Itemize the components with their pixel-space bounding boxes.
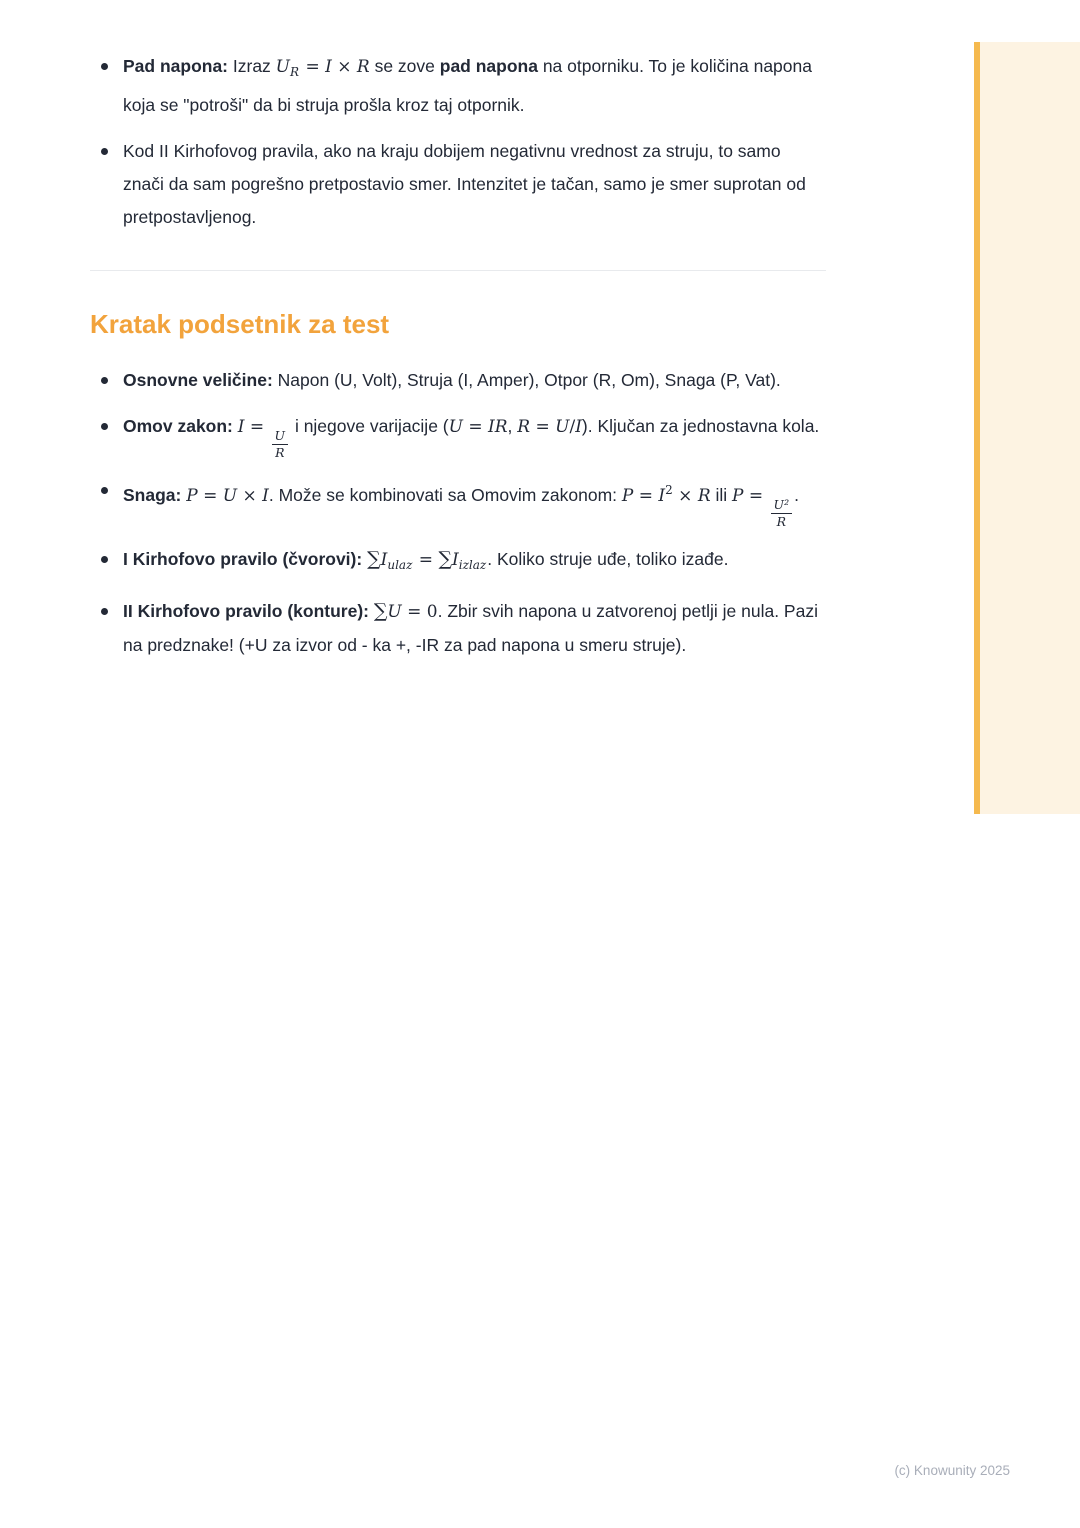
text-run: U (387, 601, 402, 622)
text-run: I (237, 417, 245, 437)
bullet-item (90, 135, 826, 234)
section-divider (90, 270, 826, 271)
copyright-text: (c) Knowunity 2025 (894, 1463, 1010, 1478)
section-heading: Kratak podsetnik za test (90, 309, 390, 339)
reminder-list (90, 364, 826, 662)
text-run: na otporniku. To je količina napona koja se "potroši" da bi struja prošla kroz taj otpornik. (123, 56, 812, 115)
text-run: se zove (369, 56, 440, 76)
text-run: U (275, 57, 290, 77)
text-run: ). Ključan za jednostavna kola. (581, 416, 820, 436)
text-run: P (732, 485, 744, 506)
text-run: = (197, 485, 223, 506)
bullet-item (90, 50, 826, 122)
text-run: × (331, 57, 357, 77)
text-run: Osnovne veličine: (123, 370, 278, 390)
notes-list (90, 50, 826, 234)
text-run: = (743, 485, 769, 506)
text-run: P (621, 485, 634, 506)
text-run: I (380, 549, 388, 570)
text-run: P (186, 485, 198, 506)
text-run: Kod II Kirhofovog pravila, ako na kraju dobijem negativnu vrednost za struju, to samo znači da sam pogrešno pretpostavio smer. Intenzitet je tačan, samo je smer suprotan od pretpostavljenog. (123, 141, 806, 227)
bullet-item (90, 543, 826, 582)
text-run: R (517, 417, 531, 437)
text-run: U (448, 417, 463, 437)
text-run: , (507, 416, 518, 436)
text-run: = (300, 57, 326, 77)
text-run: ∑ (438, 547, 453, 570)
bullet-item (90, 410, 826, 461)
text-run: ∑ (373, 599, 388, 622)
text-run: Snaga: (123, 484, 187, 505)
text-run: I (452, 549, 459, 570)
text-run: pad napona (439, 56, 538, 76)
text-run: IR (488, 417, 508, 437)
text-run: izlaz (458, 557, 487, 572)
text-run: / (569, 417, 576, 437)
text-run: I (262, 485, 269, 506)
text-run: I (658, 485, 666, 506)
text-run: ∑ (367, 547, 381, 570)
text-run: . Može se kombinovati sa Omovim zakonom: (268, 484, 622, 505)
text-run: R (697, 485, 711, 506)
text-run: Izraz (232, 56, 276, 76)
text-run: R (356, 57, 370, 77)
text-run: × (672, 485, 698, 506)
text-run: I (575, 417, 582, 437)
text-run: Napon (U, Volt), Struja (I, Amper), Otpor (R, Om), Snaga (P, Vat). (277, 370, 781, 390)
text-run: = (530, 417, 556, 437)
text-run: II Kirhofovo pravilo (konture): (123, 600, 374, 621)
text-run: R (290, 65, 300, 79)
text-run: ili (710, 484, 733, 505)
text-run: I Kirhofovo pravilo (čvorovi): (123, 548, 368, 569)
text-run: U (555, 417, 570, 437)
text-run: = (462, 417, 489, 437)
text-run: = (413, 549, 439, 570)
text-run: I (325, 57, 332, 77)
text-run: $\frac{U}{R}$ (272, 429, 289, 461)
text-run: = (633, 485, 659, 506)
text-run: Omov zakon: (123, 416, 238, 436)
bullet-item (90, 364, 826, 397)
text-run: . (794, 484, 799, 505)
text-run: × (237, 485, 263, 506)
bullet-item (90, 474, 826, 530)
text-run: = (244, 417, 270, 437)
text-run: ulaz (387, 557, 413, 572)
text-run: . Zbir svih napona u zatvorenoj petlji je nula. Pazi na predznake! (+U za izvor od - ka +, -IR za pad napona u smeru struje). (123, 600, 818, 655)
text-run: Pad napona: (123, 56, 233, 76)
bullet-item (90, 595, 826, 662)
decorative-stripe-fill (980, 42, 1080, 814)
document-content (90, 50, 830, 675)
text-run: $\frac{\text{U²}}{R}$ (771, 498, 793, 530)
text-run: = 0 (401, 601, 438, 622)
text-run: . Koliko struje uđe, toliko izađe. (487, 548, 729, 569)
text-run: U (222, 485, 238, 506)
text-run: i njegove varijacije ( (290, 416, 449, 436)
text-run: 2 (665, 482, 673, 497)
